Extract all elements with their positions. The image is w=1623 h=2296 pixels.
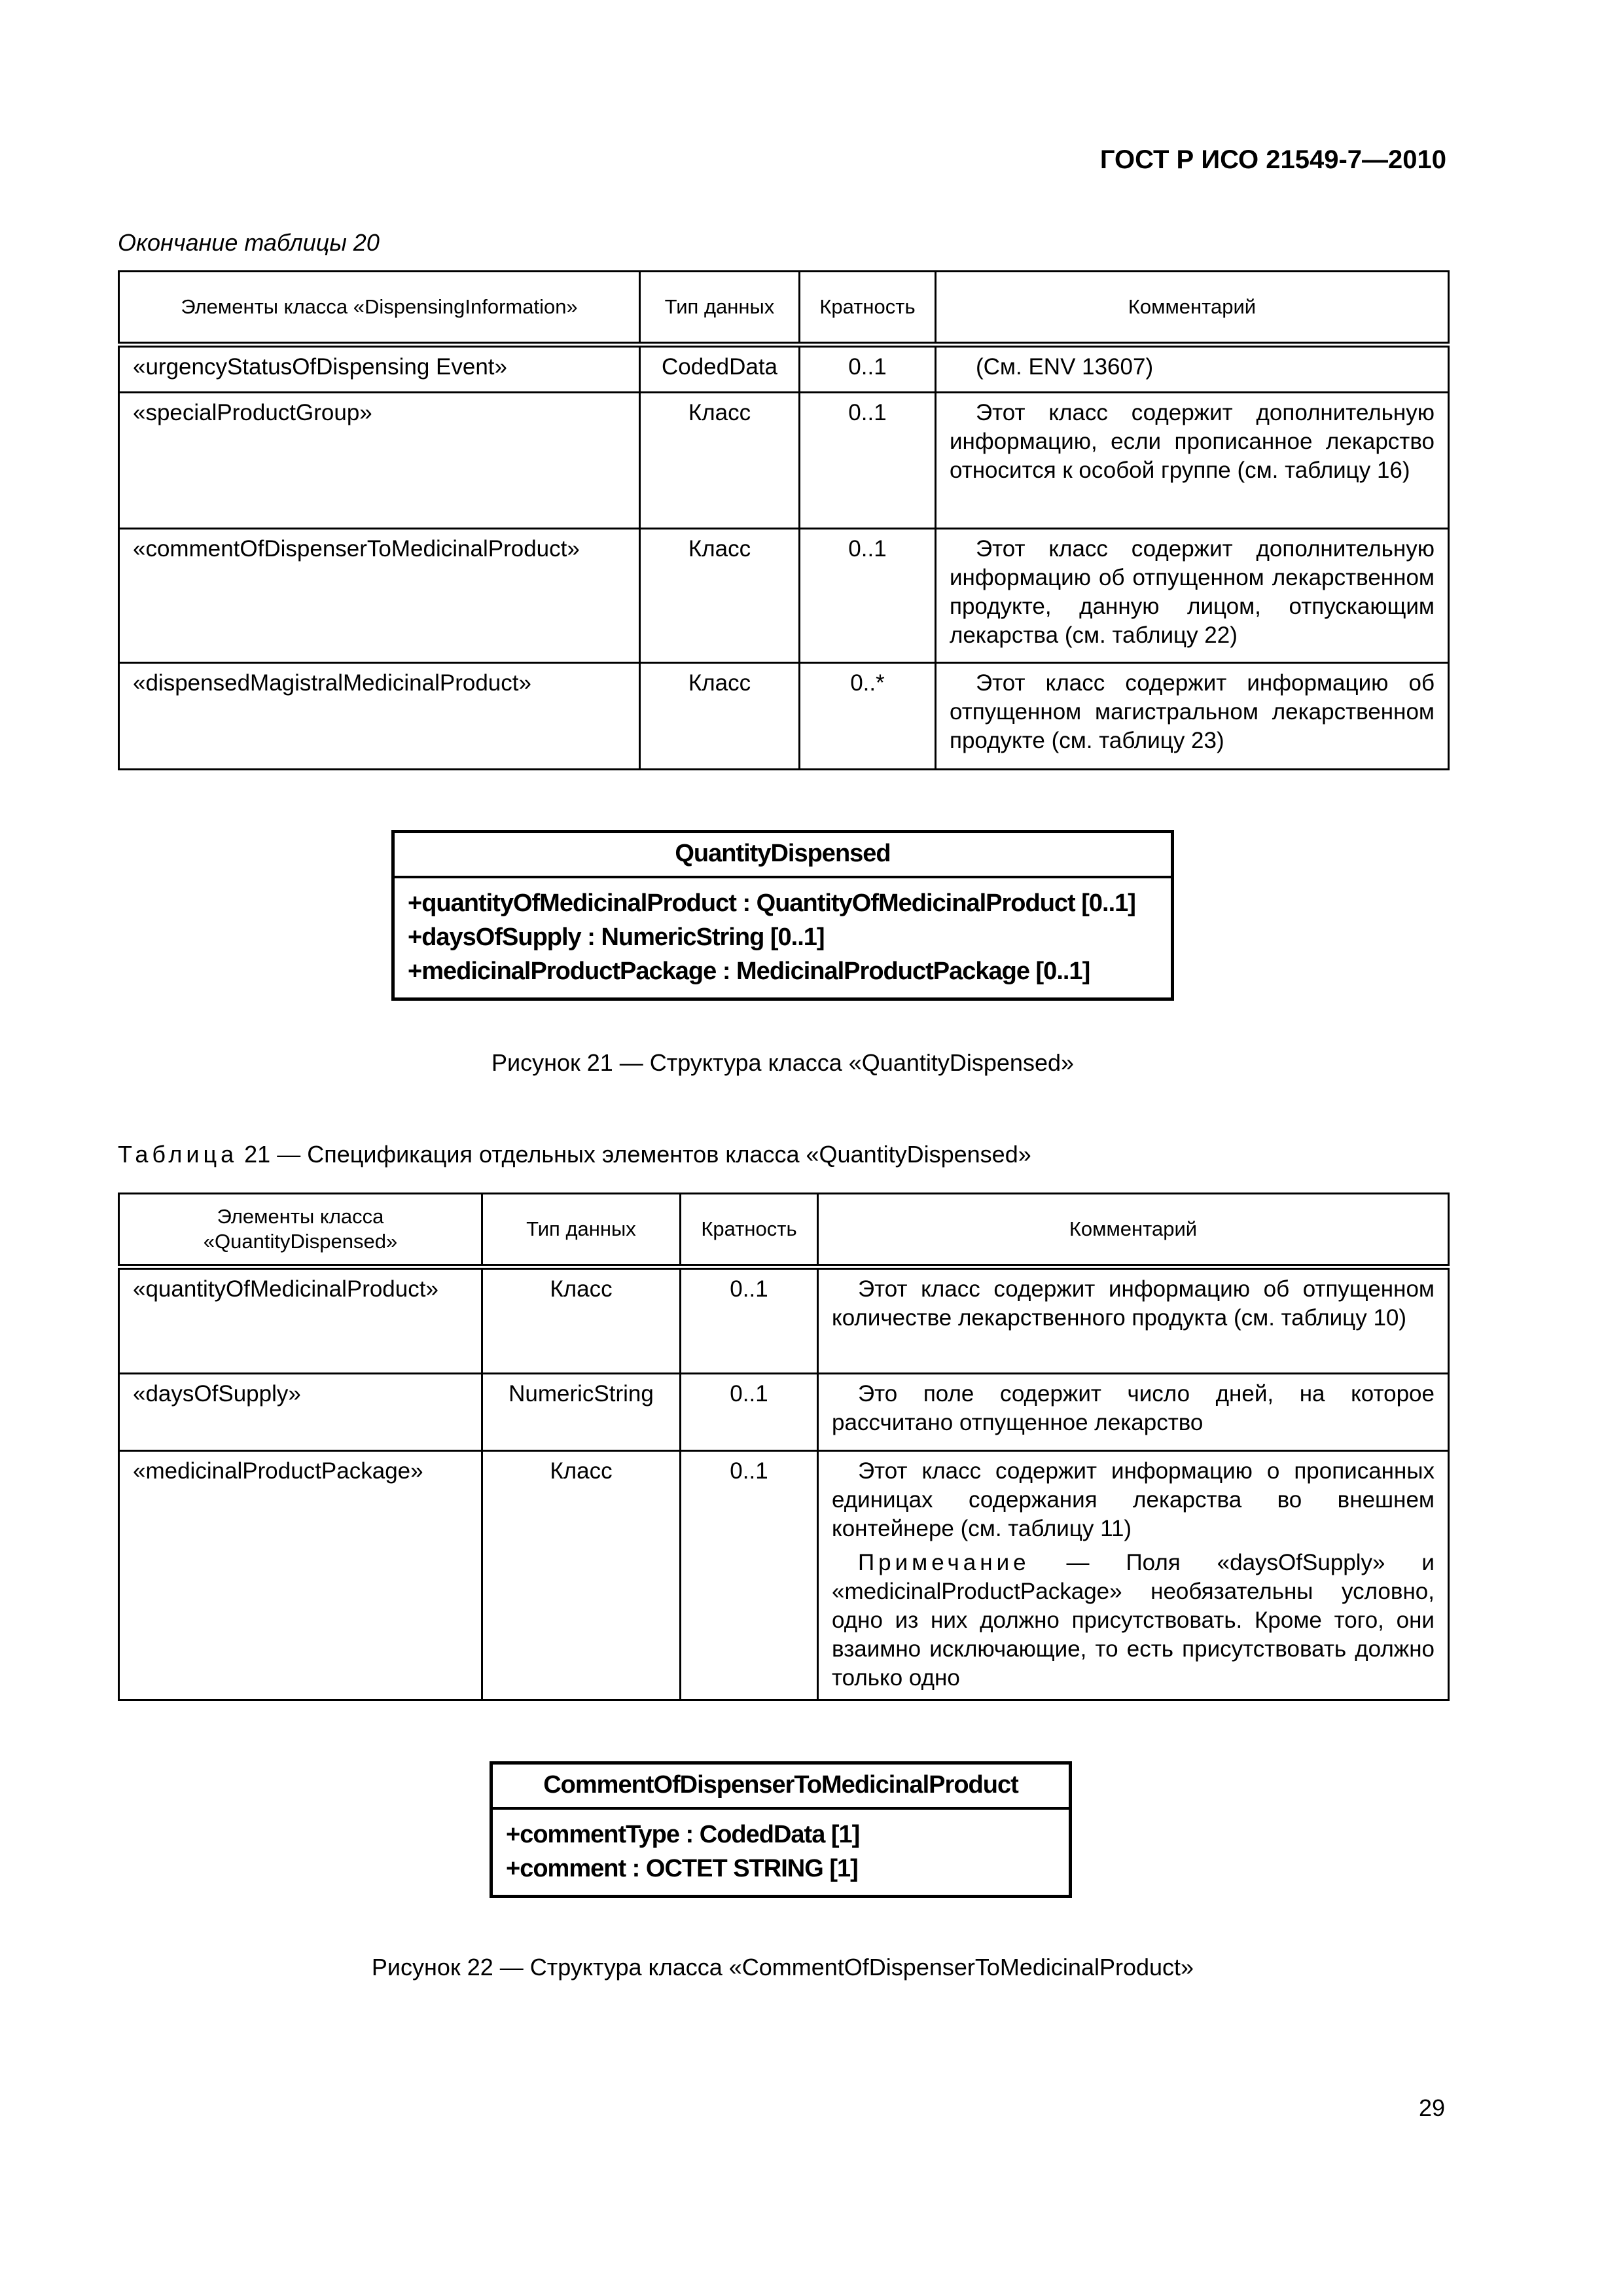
uml-attribute: +medicinalProductPackage : MedicinalProductPackage [0..1] (408, 958, 1090, 985)
uml-attribute: +daysOfSupply : NumericString [0..1] (408, 924, 825, 951)
table-row (119, 1374, 1449, 1451)
element-cell: «medicinalProductPackage» (119, 1451, 482, 1700)
table-21-header-multiplicity: Кратность (681, 1194, 818, 1267)
table-20-header-comment: Комментарий (936, 272, 1449, 345)
document-code: ГОСТ Р ИСО 21549-7—2010 (1099, 145, 1446, 174)
table-row (119, 1267, 1449, 1374)
table-21 (118, 1193, 1450, 1701)
comment-text: Это поле содержит число дней, на которое рассчитано отпущенное лекарство (832, 1381, 1435, 1435)
table-21-header-type: Тип данных (482, 1194, 681, 1267)
uml-class-comment-of-dispenser (490, 1761, 1072, 1898)
uml-class-attributes (395, 878, 1171, 997)
multiplicity-cell: 0..1 (800, 529, 936, 663)
element-cell: «commentOfDispenserToMedicinalProduct» (119, 529, 640, 663)
figure-21-caption: Рисунок 21 — Структура класса «QuantityDispensed» (491, 1049, 1075, 1076)
page-number: 29 (1418, 2094, 1445, 2121)
type-cell: Класс (482, 1451, 681, 1700)
comment-cell (936, 393, 1449, 529)
uml-class-title: CommentOfDispenserToMedicinalProduct (493, 1765, 1069, 1810)
figure-22-caption: Рисунок 22 — Структура класса «CommentOfDispenserToMedicinalProduct» (371, 1954, 1194, 1981)
comment-cell (936, 345, 1449, 393)
table-20-header-type: Тип данных (640, 272, 800, 345)
element-cell: «daysOfSupply» (119, 1374, 482, 1451)
comment-cell (818, 1267, 1449, 1374)
multiplicity-cell: 0..* (800, 663, 936, 770)
table-row (119, 393, 1449, 529)
element-cell: «dispensedMagistralMedicinalProduct» (119, 663, 640, 770)
comment-text: Этот класс содержит информацию о прописанных единицах содержания лекарства во внешнем контейнере (см. таблицу 11) (832, 1458, 1435, 1541)
comment-text: Этот класс содержит информацию об отпущенном количестве лекарственного продукта (см. таблицу 10) (832, 1276, 1435, 1331)
comment-cell (818, 1451, 1449, 1700)
note-text: — Поля «daysOfSupply» и «medicinalProductPackage» необязательны условно, одно из них должно присутствовать. Кроме того, они взаимно исключающие, то есть присутствовать должно только одно (832, 1550, 1435, 1691)
comment-cell (936, 529, 1449, 663)
multiplicity-cell: 0..1 (681, 1451, 818, 1700)
table-21-caption-text: 21 — Спецификация отдельных элементов класса «QuantityDispensed» (238, 1141, 1031, 1168)
uml-attribute: +comment : OCTET STRING [1] (506, 1855, 858, 1882)
table-row (119, 345, 1449, 393)
note-label: Примечание (858, 1550, 1030, 1575)
comment-text: Этот класс содержит дополнительную информацию об отпущенном лекарственном продукте, данную лицом, отпускающим лекарства (см. таблицу 22) (950, 536, 1435, 648)
table-21-header-comment: Комментарий (818, 1194, 1449, 1267)
uml-class-quantity-dispensed (391, 830, 1174, 1001)
comment-text: Этот класс содержит дополнительную информацию, если прописанное лекарство относится к особой группе (см. таблицу 16) (950, 400, 1435, 483)
type-cell: Класс (640, 529, 800, 663)
type-cell: Класс (482, 1267, 681, 1374)
multiplicity-cell: 0..1 (681, 1374, 818, 1451)
comment-cell (936, 663, 1449, 770)
table-row (119, 529, 1449, 663)
table-20-continuation-caption: Окончание таблицы 20 (118, 229, 380, 256)
comment-text: (См. ENV 13607) (976, 354, 1154, 380)
multiplicity-cell: 0..1 (800, 345, 936, 393)
type-cell: Класс (640, 663, 800, 770)
table-row (119, 1451, 1449, 1700)
multiplicity-cell: 0..1 (681, 1267, 818, 1374)
table-21-header-element: Элементы класса «QuantityDispensed» (119, 1194, 482, 1267)
type-cell: CodedData (640, 345, 800, 393)
uml-class-attributes (493, 1810, 1069, 1895)
table-row (119, 663, 1449, 770)
uml-attribute: +commentType : CodedData [1] (506, 1821, 860, 1848)
comment-cell (818, 1374, 1449, 1451)
table-21-caption-label: Таблица (118, 1141, 238, 1168)
table-21-caption (118, 1141, 1031, 1168)
element-cell: «quantityOfMedicinalProduct» (119, 1267, 482, 1374)
uml-class-title: QuantityDispensed (395, 833, 1171, 878)
element-cell: «specialProductGroup» (119, 393, 640, 529)
table-20-header-element: Элементы класса «DispensingInformation» (119, 272, 640, 345)
multiplicity-cell: 0..1 (800, 393, 936, 529)
element-cell: «urgencyStatusOfDispensing Event» (119, 345, 640, 393)
uml-attribute: +quantityOfMedicinalProduct : QuantityOfMedicinalProduct [0..1] (408, 889, 1135, 917)
type-cell: Класс (640, 393, 800, 529)
type-cell: NumericString (482, 1374, 681, 1451)
table-20 (118, 270, 1450, 770)
comment-text: Этот класс содержит информацию об отпущенном магистральном лекарственном продукте (см. таблицу 23) (950, 670, 1435, 753)
note-paragraph (832, 1549, 1435, 1693)
table-20-header-multiplicity: Кратность (800, 272, 936, 345)
